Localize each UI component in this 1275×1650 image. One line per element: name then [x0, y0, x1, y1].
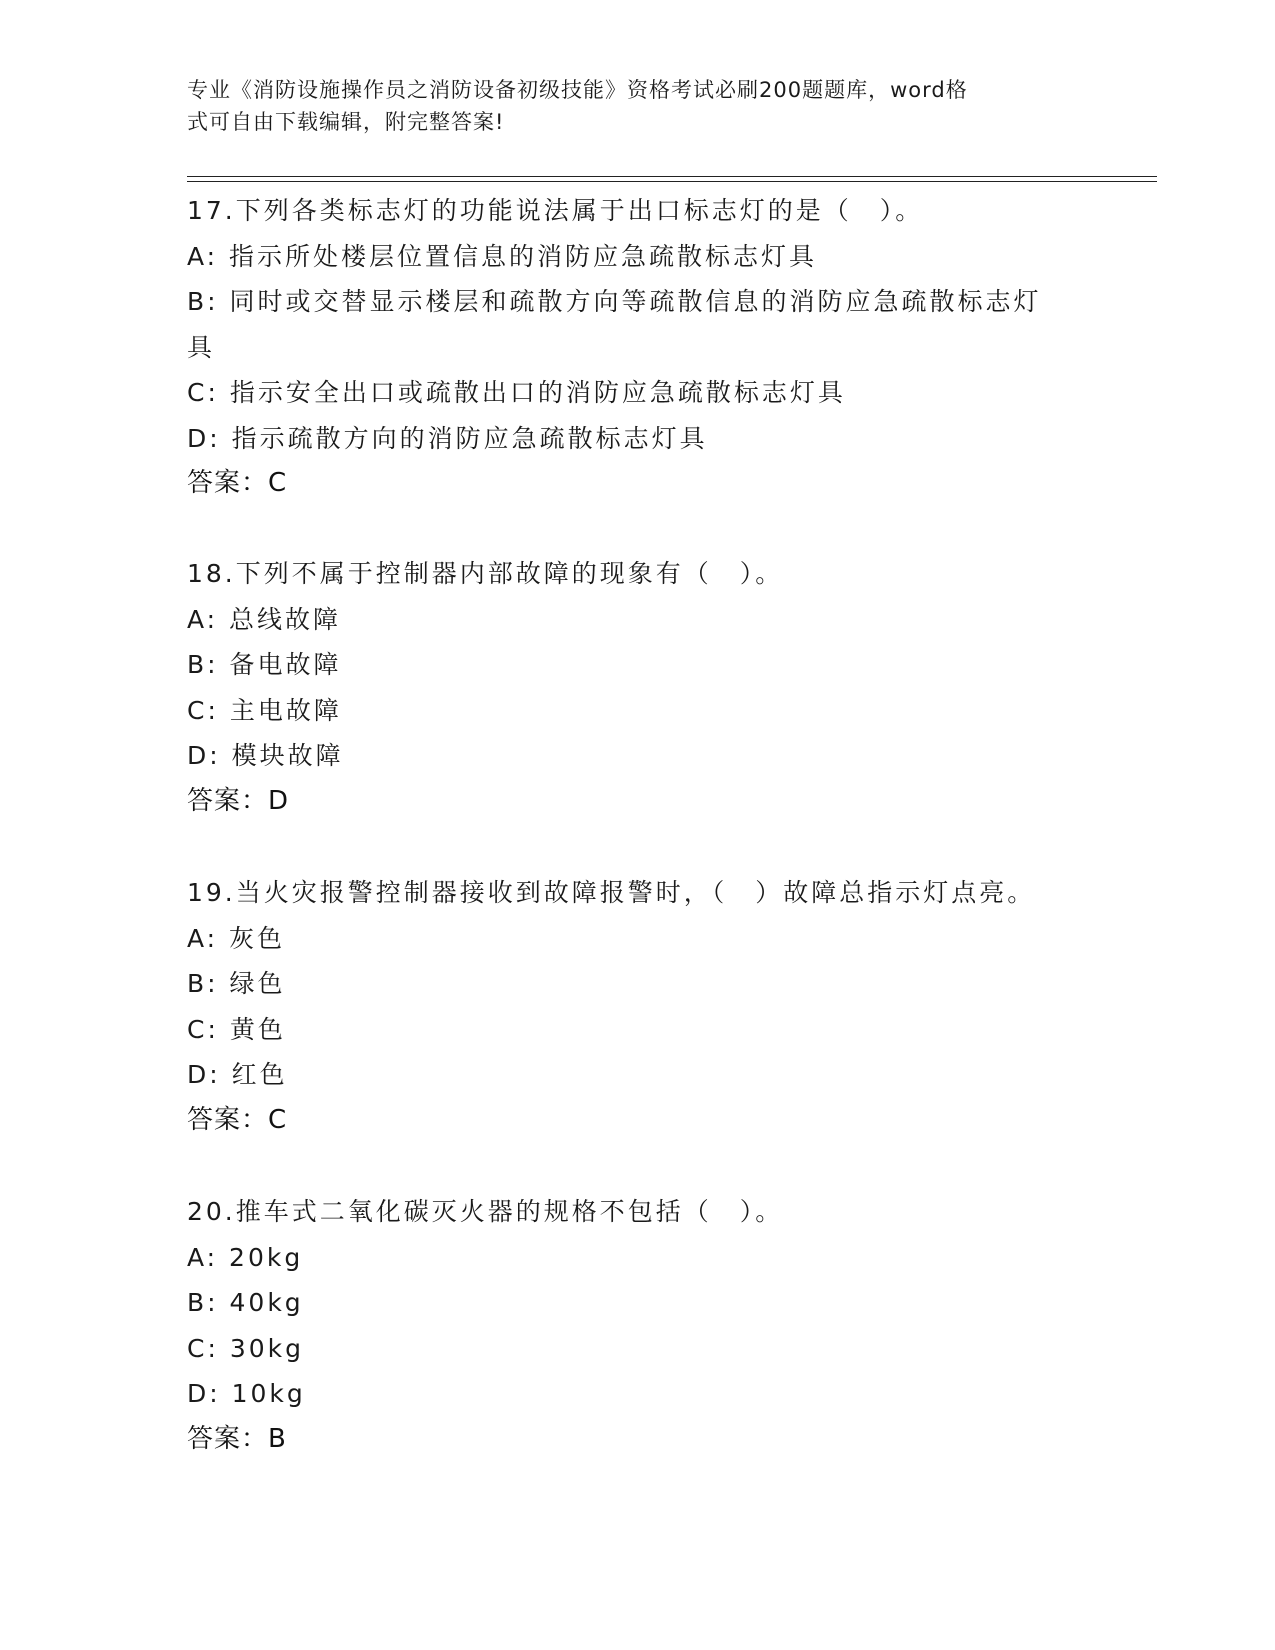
option-c: C: 指示安全出口或疏散出口的消防应急疏散标志灯具 — [187, 378, 846, 407]
option-a: A: 总线故障 — [187, 604, 342, 634]
option-b: B: 40kg — [187, 1288, 304, 1317]
question-17 — [187, 188, 1087, 507]
option-b-continued: 具 — [187, 332, 216, 362]
option-b: B: 备电故障 — [187, 650, 342, 679]
option-c: C: 30kg — [187, 1333, 304, 1363]
answer-label: 答案：B — [187, 1423, 287, 1454]
question-20 — [187, 1189, 1087, 1462]
answer-label: 答案：C — [187, 1104, 288, 1135]
option-b: B: 绿色 — [187, 969, 286, 998]
header-line-2: 式可自由下载编辑，附完整答案! — [187, 110, 505, 134]
option-a: A: 灰色 — [187, 923, 286, 953]
option-c: C: 主电故障 — [187, 695, 342, 725]
option-d: D: 10kg — [187, 1379, 306, 1408]
question-19 — [187, 870, 1087, 1143]
option-c: C: 黄色 — [187, 1014, 286, 1044]
option-d: D: 红色 — [187, 1060, 288, 1089]
header-line-1: 专业《消防设施操作员之消防设备初级技能》资格考试必刷200题题库，word格 — [187, 78, 968, 102]
option-d: D: 指示疏散方向的消防应急疏散标志灯具 — [187, 423, 708, 453]
answer-label: 答案：C — [187, 468, 288, 498]
question-stem: 17.下列各类标志灯的功能说法属于出口标志灯的是（ ）。 — [187, 196, 924, 225]
question-stem: 18.下列不属于控制器内部故障的现象有（ ）。 — [187, 559, 784, 588]
option-a: A: 指示所处楼层位置信息的消防应急疏散标志灯具 — [187, 241, 818, 271]
document-header — [187, 74, 1067, 138]
header-divider-top — [187, 176, 1157, 177]
header-divider-bottom — [187, 181, 1157, 182]
option-b: B: 同时或交替显示楼层和疏散方向等疏散信息的消防应急疏散标志灯 — [187, 287, 1042, 316]
question-stem: 19.当火灾报警控制器接收到故障报警时，（ ）故障总指示灯点亮。 — [187, 878, 1036, 907]
question-stem: 20.推车式二氧化碳灭火器的规格不包括（ ）。 — [187, 1197, 784, 1226]
option-a: A: 20kg — [187, 1242, 304, 1272]
option-d: D: 模块故障 — [187, 741, 344, 770]
question-18 — [187, 551, 1087, 824]
answer-label: 答案：D — [187, 785, 290, 816]
